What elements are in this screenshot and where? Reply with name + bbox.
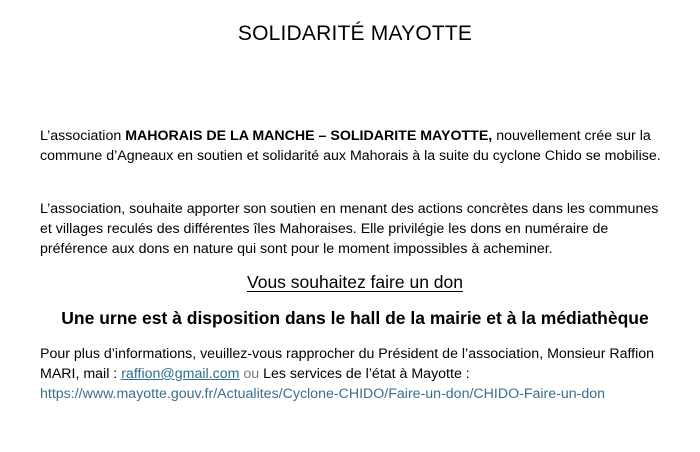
services-text: Les services de l’état à Mayotte : bbox=[259, 366, 470, 382]
donation-url-link[interactable]: https://www.mayotte.gouv.fr/Actualites/Cyclone-CHIDO/Faire-un-don/CHIDO-Faire-un-don bbox=[40, 386, 606, 402]
contact-paragraph bbox=[40, 344, 672, 404]
intro-suffix: nouvellement crée sur la commune d’Agneaux en soutien et solidarité aux Mahorais à la suite du cyclone Chido se mobilise. bbox=[40, 128, 661, 164]
page-title: SOLIDARITÉ MAYOTTE bbox=[237, 22, 473, 45]
urne-heading: Une urne est à disposition dans le hall de la mairie et à la médiathèque bbox=[61, 308, 649, 328]
contact-text: Pour plus d’informations, veuillez-vous rapprocher du Président de l’association, Monsieur Raffion MARI, mail : bbox=[40, 346, 655, 382]
association-name: MAHORAIS DE LA MANCHE – SOLIDARITE MAYOTTE, bbox=[125, 128, 493, 144]
mission-paragraph: L’association, souhaite apporter son soutien en menant des actions concrètes dans les communes et villages reculés des différentes îles Mahoraises. Elle privilégie les dons en numéraire de préférence aux dons en nature qui sont pour le moment impossibles à acheminer. bbox=[40, 201, 659, 257]
intro-paragraph bbox=[40, 126, 672, 166]
intro-prefix: L’association bbox=[40, 128, 126, 144]
email-link[interactable]: raffion@gmail.com bbox=[121, 366, 240, 382]
or-text: ou bbox=[239, 366, 260, 382]
donate-heading: Vous souhaitez faire un don bbox=[247, 272, 463, 292]
